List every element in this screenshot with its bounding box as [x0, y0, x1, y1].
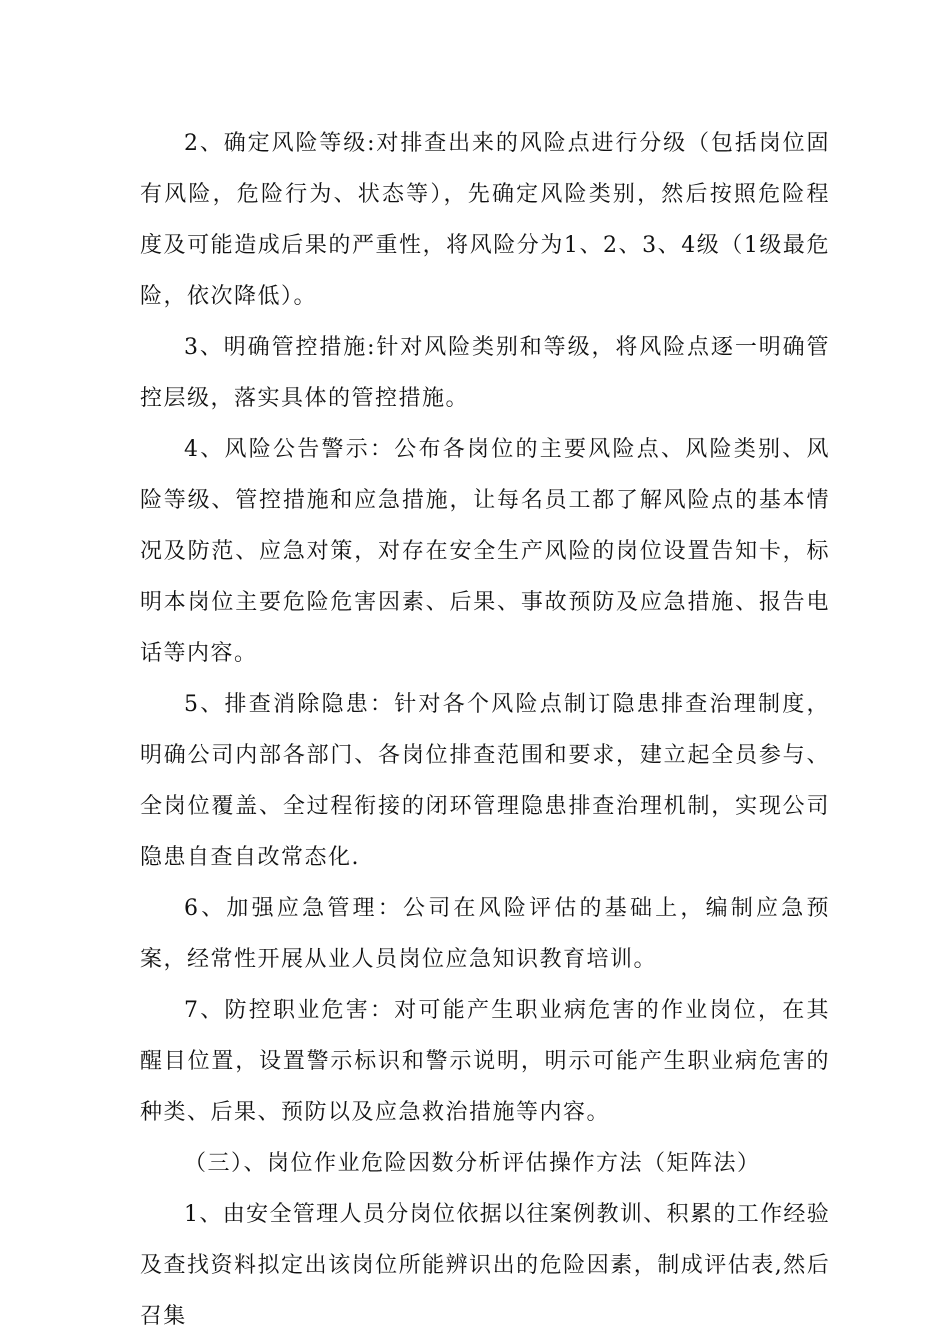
document-body — [140, 118, 830, 1342]
paragraph-step-one: 1、由安全管理人员分岗位依据以往案例教训、积累的工作经验及查找资料拟定出该岗位所能辨识出的危险因素，制成评估表,然后召集 — [140, 1202, 830, 1329]
paragraph-emergency-management: 6、加强应急管理：公司在风险评估的基础上，编制应急预案，经常性开展从业人员岗位应急知识教育培训。 — [140, 896, 830, 972]
paragraph-occupational-hazards: 7、防控职业危害：对可能产生职业病危害的作业岗位，在其醒目位置，设置警示标识和警示说明，明示可能产生职业病危害的种类、后果、预防以及应急救治措施等内容。 — [140, 998, 830, 1125]
paragraph-hazard-elimination: 5、排查消除隐患：针对各个风险点制订隐患排查治理制度，明确公司内部各部门、各岗位排查范围和要求，建立起全员参与、全岗位覆盖、全过程衔接的闭环管理隐患排查治理机制，实现公司隐患自查自改常态化. — [140, 692, 830, 870]
paragraph-risk-notice: 4、风险公告警示：公布各岗位的主要风险点、风险类别、风险等级、管控措施和应急措施，让每名员工都了解风险点的基本情况及防范、应急对策，对存在安全生产风险的岗位设置告知卡，标明本岗位主要危险危害因素、后果、事故预防及应急措施、报告电话等内容。 — [140, 437, 830, 666]
paragraph-risk-level: 2、确定风险等级:对排查出来的风险点进行分级（包括岗位固有风险，危险行为、状态等），先确定风险类别，然后按照危险程度及可能造成后果的严重性，将风险分为1、2、3、4级（1级最危险，依次降低）。 — [140, 131, 830, 309]
section-heading-matrix-method: （三）、岗位作业危险因数分析评估操作方法（矩阵法） — [184, 1151, 761, 1176]
paragraph-control-measures: 3、明确管控措施:针对风险类别和等级，将风险点逐一明确管控层级，落实具体的管控措施。 — [140, 335, 830, 411]
